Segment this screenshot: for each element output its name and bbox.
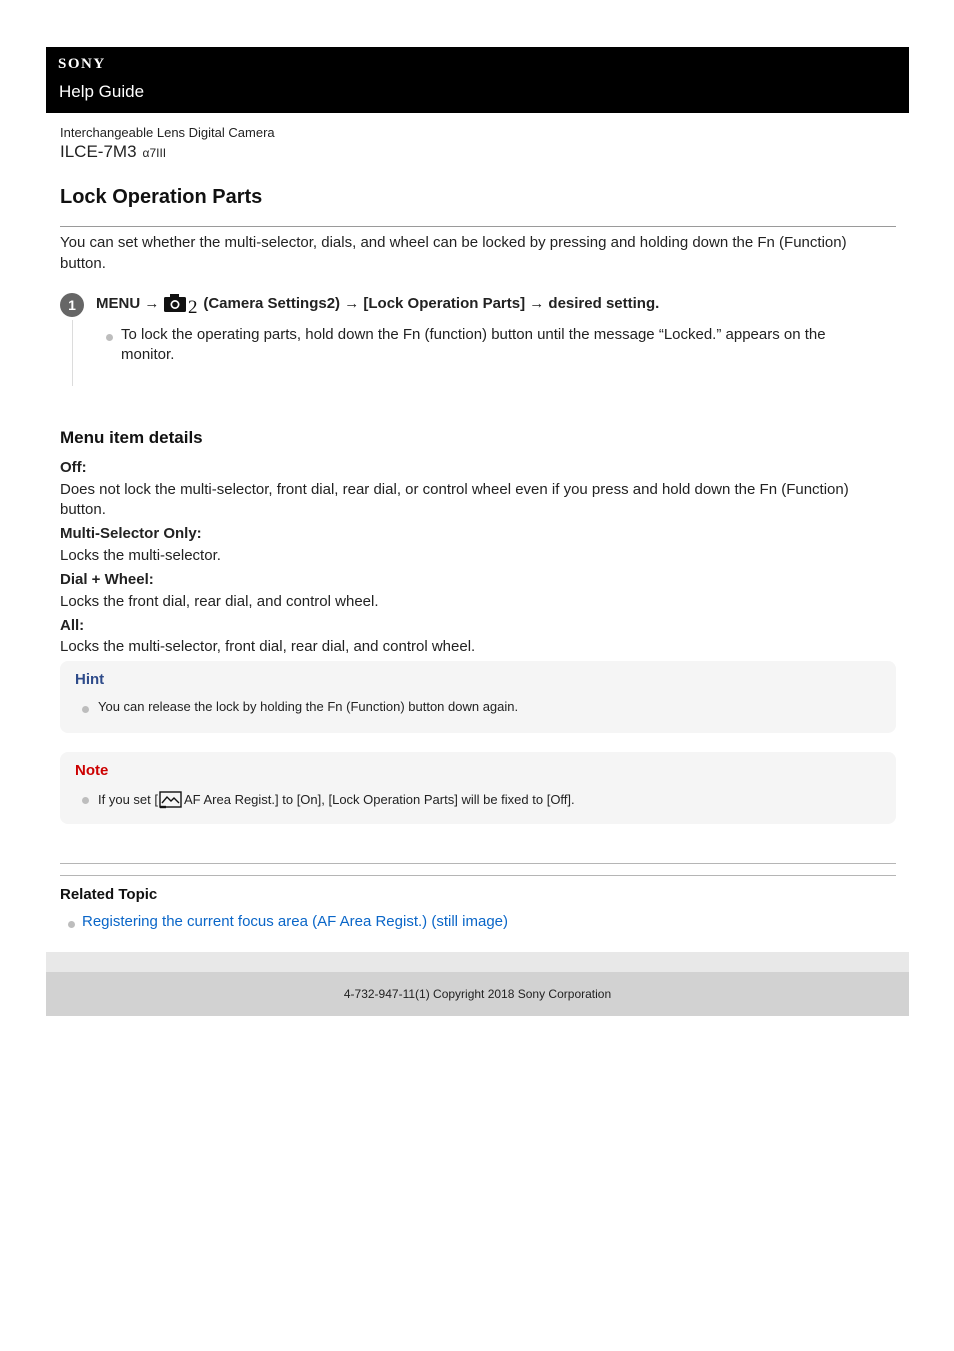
item-desc-dial-wheel: Locks the front dial, rear dial, and control wheel. xyxy=(60,593,379,610)
note-text-before: If you set [ xyxy=(98,792,158,807)
bullet-icon xyxy=(106,334,113,341)
footer-copyright: 4-732-947-11(1) Copyright 2018 Sony Corporation xyxy=(46,972,909,1016)
title-divider xyxy=(60,226,896,227)
item-desc-off: Does not lock the multi-selector, front dial, rear dial, or control wheel even if you press and hold down the Fn (Function) button. xyxy=(60,481,849,518)
note-text xyxy=(98,791,575,812)
hint-text: You can release the lock by holding the Fn (Function) button down again. xyxy=(98,699,519,714)
step-instruction xyxy=(96,292,896,321)
section-divider xyxy=(60,875,896,876)
item-desc-all: Locks the multi-selector, front dial, rear dial, and control wheel. xyxy=(60,638,476,655)
bullet-icon xyxy=(82,706,89,713)
model-name xyxy=(60,142,166,162)
related-topic-title: Related Topic xyxy=(60,886,158,903)
model-subname: α7III xyxy=(142,146,167,160)
bullet-icon xyxy=(68,921,75,928)
step-connector-line xyxy=(72,320,73,386)
bullet-icon xyxy=(82,797,89,804)
item-term-all: All: xyxy=(60,617,85,634)
product-line: Interchangeable Lens Digital Camera xyxy=(60,125,275,140)
step-menu-path: (Camera Settings2) → [Lock Operation Parts] → desired setting. xyxy=(203,295,660,312)
item-term-off: Off: xyxy=(60,459,87,476)
camera-settings-icon xyxy=(163,292,199,321)
note-box xyxy=(60,752,896,824)
model-number: ILCE-7M3 xyxy=(60,142,137,161)
step-number-badge: 1 xyxy=(60,293,84,317)
hint-title: Hint xyxy=(75,671,105,688)
hint-box xyxy=(60,661,896,733)
note-title: Note xyxy=(75,762,109,779)
camera-settings-icon-number: 2 xyxy=(188,297,198,314)
intro-text: You can set whether the multi-selector, dials, and wheel can be locked by pressing and holding down the Fn (Function) button. xyxy=(60,234,847,272)
item-term-multi-selector: Multi-Selector Only: xyxy=(60,525,202,542)
section-divider xyxy=(60,863,896,864)
note-text-after: AF Area Regist.] to [On], [Lock Operation Parts] will be fixed to [Off]. xyxy=(183,792,575,807)
item-desc-multi-selector: Locks the multi-selector. xyxy=(60,547,221,564)
af-area-regist-icon xyxy=(159,791,183,812)
menu-details-title: Menu item details xyxy=(60,428,203,447)
step-note: To lock the operating parts, hold down the Fn (function) button until the message “Locked.” appears on the monitor. xyxy=(121,326,826,363)
page-title: Lock Operation Parts xyxy=(60,186,263,208)
header-bar xyxy=(46,47,909,113)
item-term-dial-wheel: Dial + Wheel: xyxy=(60,571,154,588)
step-menu-label: MENU → xyxy=(96,295,160,312)
sony-logo: SONY xyxy=(58,56,106,72)
help-guide-title: Help Guide xyxy=(59,82,145,101)
related-topic-link[interactable]: Registering the current focus area (AF Area Regist.) (still image) xyxy=(82,913,508,930)
footer-top-band xyxy=(46,952,909,972)
